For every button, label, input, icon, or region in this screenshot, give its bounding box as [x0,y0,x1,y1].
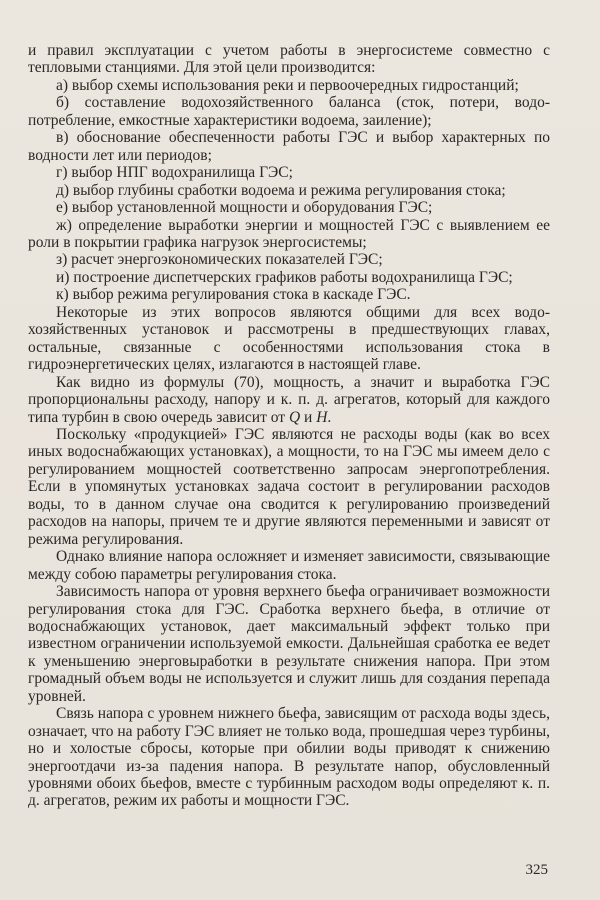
paragraph-formula [28,374,550,426]
list-item-b: б) составление водохозяйственного баланса (сток, потери, водопотребление, емкостные характеристики водоема, заиление); [28,94,550,129]
paragraph-upper-pool: Зависимость напора от уровня верхнего бьефа ограничивает возможности регулирования стока для ГЭС. Сработка верхнего бьефа, в отличие от водоснабжающих установок, дает максимальный эффект только при известном ограничении используемой емкости. Дальнейшая сработка ее ведет к уменьшению энерговыработки в результате снижения напора. При этом громадный объем воды не используется и служит лишь для создания перепада уровней. [28,583,550,705]
paragraph-intro: и правил эксплуатации с учетом работы в энергосистеме совместно с тепловыми станциями. Для этой цели производится: [28,42,550,77]
page-number: 325 [525,862,548,878]
period: . [327,408,332,426]
list-item-g: г) выбор НПГ водохранилища ГЭС; [56,164,293,182]
var-q: Q [288,408,301,426]
list-item-a: а) выбор схемы использования реки и первоочередных гидростанций; [56,76,519,94]
paragraph-head-influence: Однако влияние напора осложняет и изменяет зависимости, связывающие между собою параметры регулирования стока. [28,548,550,583]
conj-and: и [304,408,313,426]
list-item-i: и) построение диспетчерских графиков работы водохранилища ГЭС; [56,268,513,286]
list-item-d: д) выбор глубины сработки водоема и режима регулирования стока; [56,181,506,199]
list-item-e: е) выбор установленной мощности и оборудования ГЭС; [56,199,433,217]
formula-text: Как видно из формулы (70), мощность, а значит и выработка ГЭС пропорциональны расходу, напору и к. п. д. агрегатов, который для каждого типа турбин в свою очередь зависит от [28,373,550,426]
paragraph-production: Поскольку «продукцией» ГЭС являются не расходы воды (как во всех иных водоснабжающих установках), а мощности, то на ГЭС мы имеем дело с регулированием мощностей соответственно запросам энергопотребления. Если в упомянутых установках задача состоит в регулировании расходов воды, то в данном случае она сводится к регулированию произведений расходов на напоры, причем те и другие являются переменными и зависят от режима регулирования. [28,425,550,548]
paragraph-lower-pool: Связь напора с уровнем нижнего бьефа, зависящим от расхода воды здесь, означает, что на работу ГЭС влияет не только вода, прошедшая через турбины, но и холостые сбросы, которые при обилии воды приводят к снижению энергоотдачи из-за падения напора. В результате напор, обусловленный уровнями обоих бьефов, вместе с турбинным расходом воды определяют к. п. д. агрегатов, режим их работы и мощности ГЭС. [28,705,550,810]
list-item-z: з) расчет энергоэкономических показателей ГЭС; [56,251,383,269]
list-item-v: в) обоснование обеспеченности работы ГЭС и выбор характерных по водности лет или периодов; [28,129,550,164]
paragraph-general-questions: Некоторые из этих вопросов являются общими для всех водохозяйственных установок и рассмотрены в предшествующих главах, остальные, связанные с особенностями использования стока в гидроэнергетических целях, излагаются в настоящей главе. [28,303,550,374]
body-text [28,42,550,810]
list-item-k: к) выбор режима регулирования стока в каскаде ГЭС. [56,286,411,304]
list-item-zh: ж) определение выработки энергии и мощностей ГЭС с выявлением ее роли в покрытии графика нагрузок энергосистемы; [28,216,550,251]
var-h: H [316,408,328,426]
